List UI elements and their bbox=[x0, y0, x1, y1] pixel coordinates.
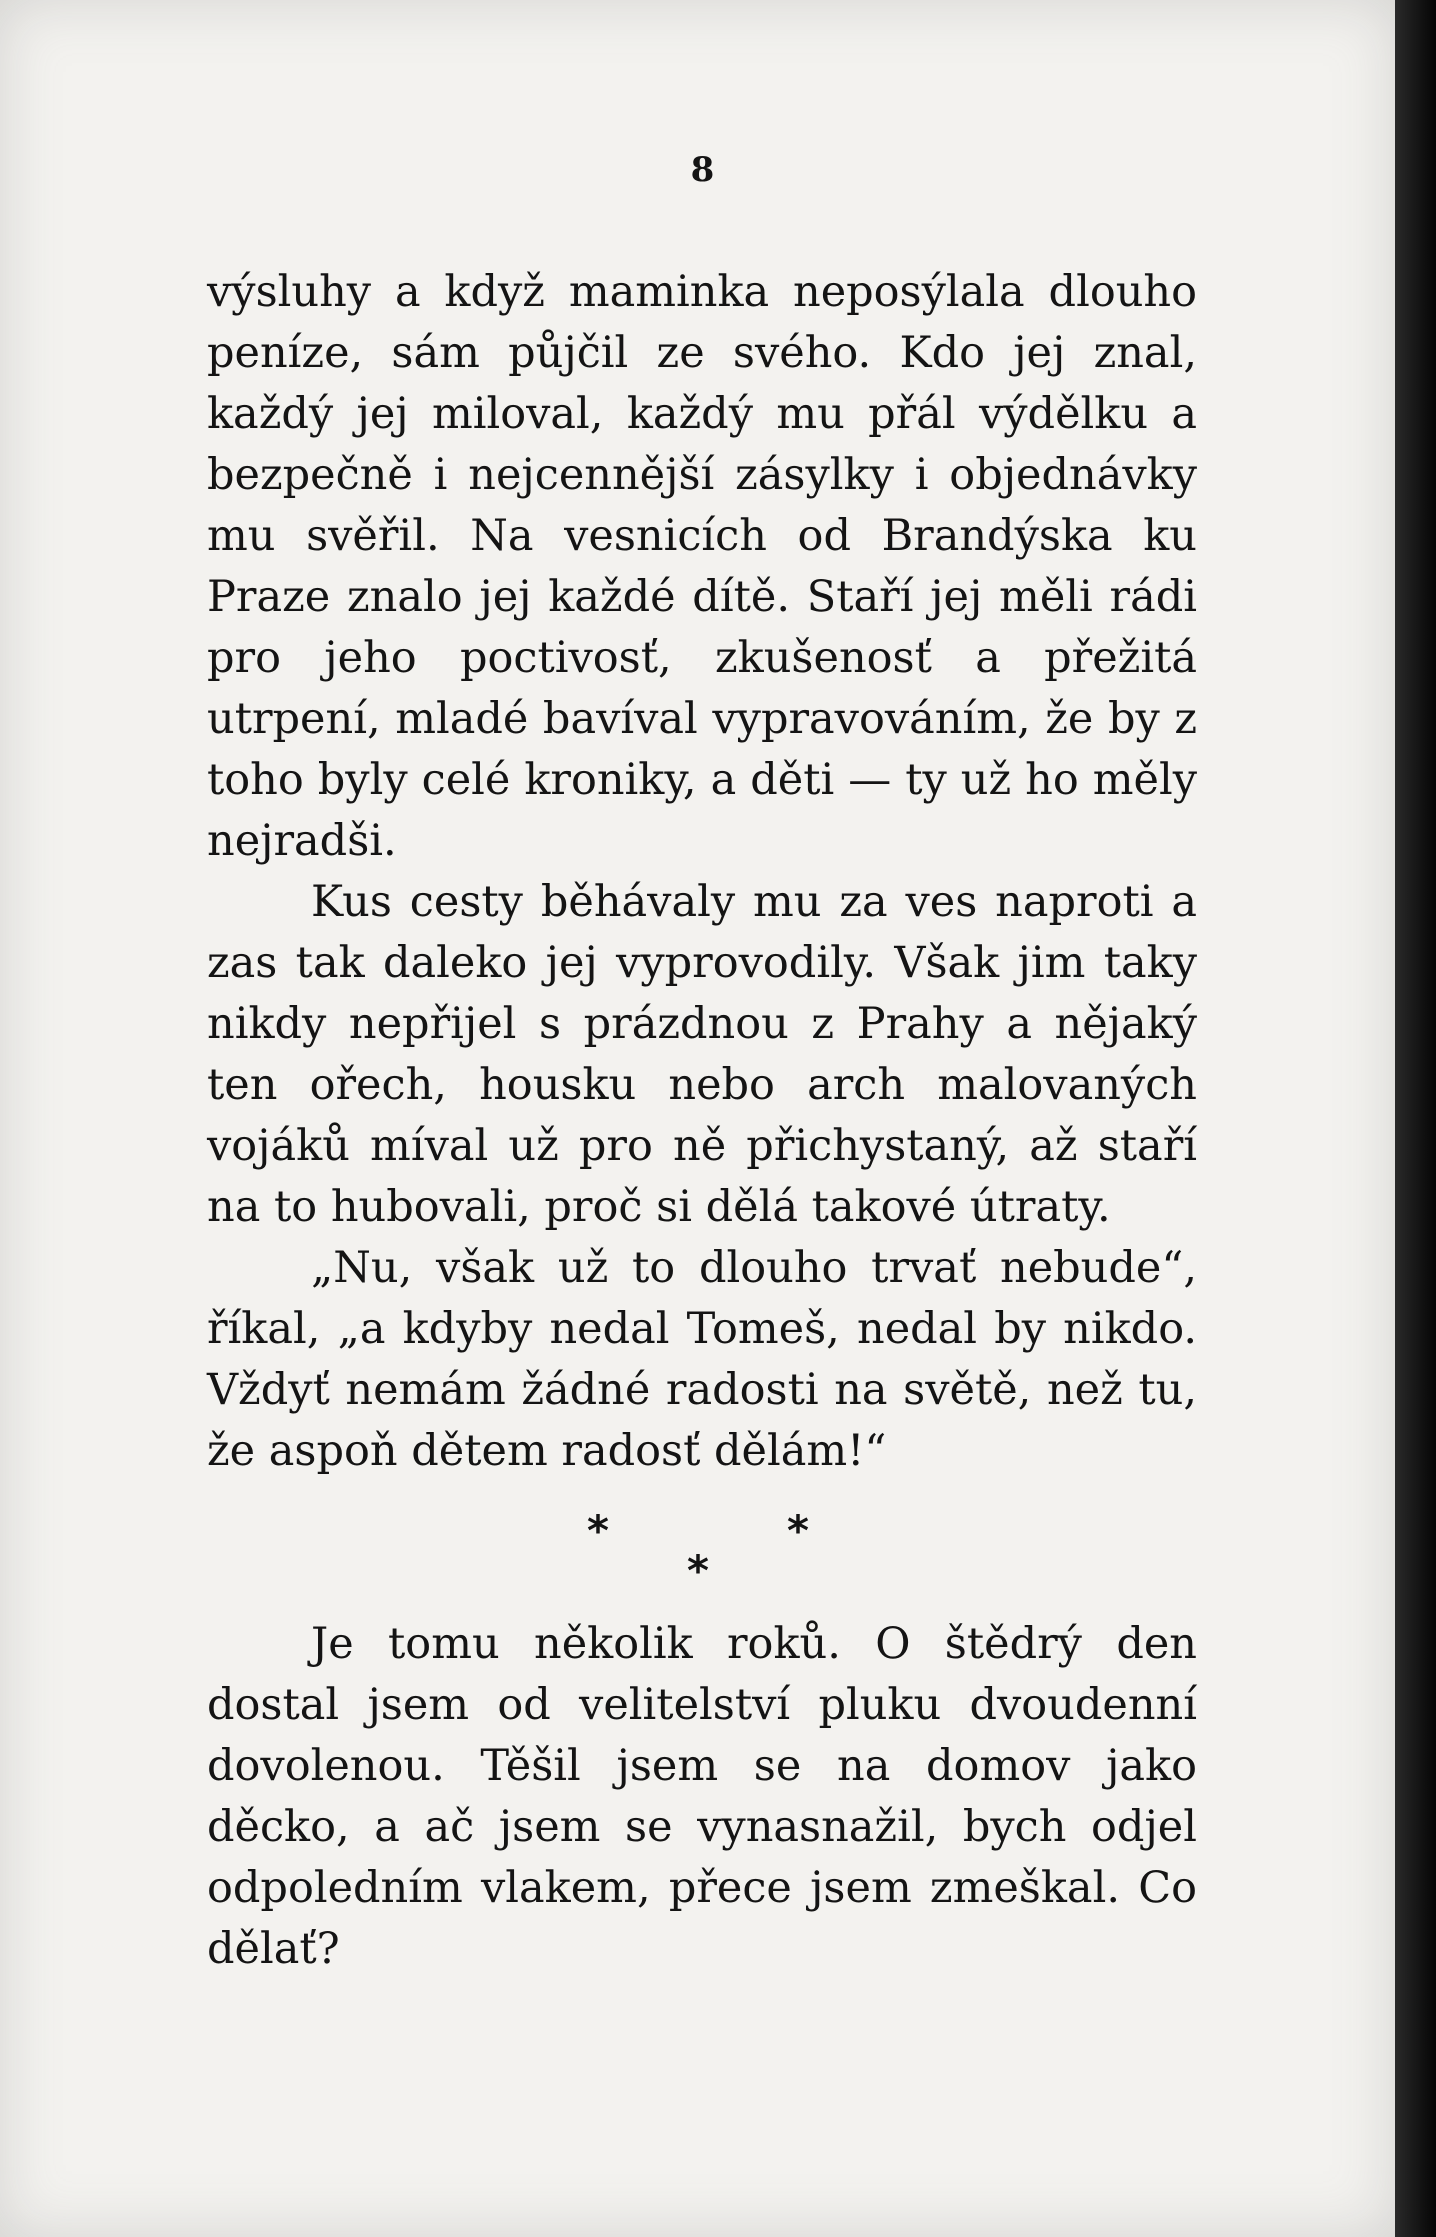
paragraph-2: Kus cesty běhávaly mu za ves naproti a zas tak daleko jej vyprovodily. Však jim taky nikdy nepřijel s prázdnou z Prahy a nějaký ten ořech, housku nebo arch malovaných vojáků míval už pro ně přichystaný, až staří na to hubovali, proč si dělá takové útraty. bbox=[207, 877, 1197, 1232]
section-separator bbox=[207, 1490, 1197, 1610]
asterisk-right: * bbox=[787, 1506, 809, 1555]
scan-edge-border bbox=[1395, 0, 1436, 2237]
page-number: 8 bbox=[690, 150, 715, 190]
paragraph-4: Je tomu několik roků. O štědrý den dostal jsem od velitelství pluku dvoudenní dovolenou. Těšil jsem se na domov jako děcko, a ač jsem se vynasnažil, bych odjel odpoledním vlakem, přece jsem zmeškal. Co dělať? bbox=[207, 1619, 1197, 1974]
asterisk-left: * bbox=[587, 1506, 609, 1555]
paragraph-1: výsluhy a když maminka neposýlala dlouho peníze, sám půjčil ze svého. Kdo jej znal, každý jej miloval, každý mu přál výdělku a bezpečně i nejcennější zásylky i objednávky mu svěřil. Na vesnicích od Brandýska ku Praze znalo jej každé dítě. Staří jej měli rádi pro jeho poctivosť, zkušenosť a přežitá utrpení, mladé bavíval vypravováním, že by z toho byly celé kroniky, a děti — ty už ho měly nejradši. bbox=[207, 267, 1197, 866]
body-text bbox=[207, 262, 1197, 1980]
paragraph-3: „Nu, však už to dlouho trvať nebude“, říkal, „a kdyby nedal Tomeš, nedal by nikdo. Vždyť nemám žádné radosti na světě, než tu, že aspoň dětem radosť dělám!“ bbox=[207, 1243, 1197, 1476]
asterisk-bottom: * bbox=[687, 1546, 709, 1595]
